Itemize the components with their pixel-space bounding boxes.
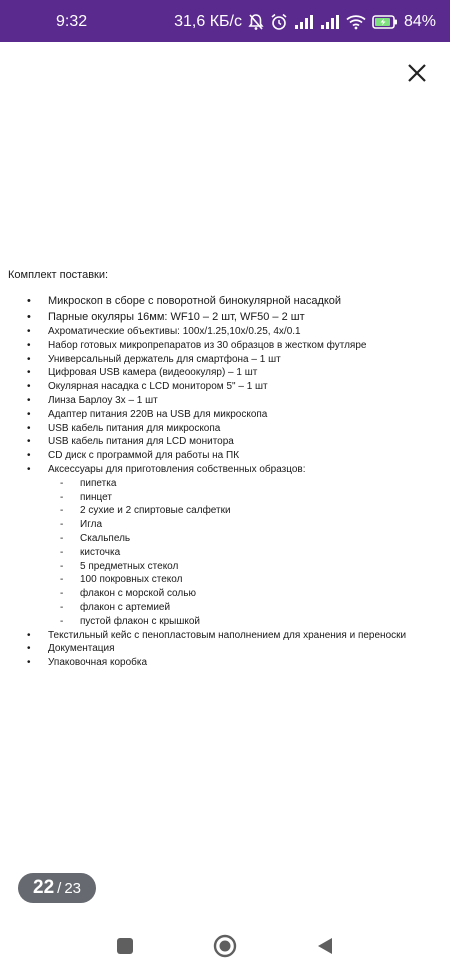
list-item-text: Цифровая USB камера (видеоокуляр) – 1 шт xyxy=(48,367,258,379)
sub-list-item-text: Игла xyxy=(80,519,103,531)
bullet: • xyxy=(27,295,31,307)
list-item xyxy=(8,449,446,463)
list-item xyxy=(8,463,446,477)
bullet: • xyxy=(27,353,31,365)
delivery-list-continued xyxy=(8,629,446,670)
list-item xyxy=(8,366,446,380)
list-item-text: Набор готовых микропрепаратов из 30 образцов в жестком футляре xyxy=(48,339,367,351)
sub-list-item-text: кисточка xyxy=(80,546,121,558)
sub-list-item xyxy=(8,477,446,491)
sub-list-item xyxy=(8,518,446,532)
bullet: • xyxy=(27,436,31,448)
bullet: • xyxy=(27,326,31,337)
list-item xyxy=(8,380,446,394)
delivery-list xyxy=(8,294,446,477)
list-item xyxy=(8,339,446,353)
dash: - xyxy=(60,546,64,558)
bullet: • xyxy=(27,657,31,669)
signal-icon xyxy=(320,14,340,30)
list-item-text: Адаптер питания 220В на USB для микроскопа xyxy=(48,408,268,420)
sub-list-item-text: пустой флакон с крышкой xyxy=(80,615,201,627)
bell-off-icon xyxy=(248,13,264,31)
page-indicator xyxy=(18,873,96,903)
list-item-text: Текстильный кейс с пенопластовым наполнением для хранения и переноски xyxy=(48,629,407,641)
list-item-text: Универсальный держатель для смартфона – 1 шт xyxy=(48,353,281,365)
battery-charging-icon xyxy=(372,14,398,30)
sub-list-item-text: пинцет xyxy=(80,491,112,503)
alarm-icon xyxy=(270,13,288,31)
list-item-text: USB кабель питания для LCD монитора xyxy=(48,436,234,448)
navigation-bar xyxy=(0,920,450,975)
list-item-text: Ахроматические объективы: 100x/1.25,10x/0.25, 4x/0.1 xyxy=(48,326,301,337)
bullet: • xyxy=(27,629,31,641)
status-time: 9:32 xyxy=(56,13,88,30)
sub-list-item-text: Скальпель xyxy=(80,532,131,544)
dash: - xyxy=(60,574,64,586)
close-button[interactable] xyxy=(402,58,432,88)
list-item-text: Парные окуляры 16мм: WF10 – 2 шт, WF50 – 2 шт xyxy=(48,310,305,323)
dash: - xyxy=(60,505,64,517)
sub-list-item xyxy=(8,546,446,560)
back-triangle-icon[interactable] xyxy=(316,936,334,956)
sub-list-item xyxy=(8,560,446,574)
list-item xyxy=(8,325,446,339)
bullet: • xyxy=(27,381,31,393)
bullet: • xyxy=(27,394,31,406)
wifi-icon xyxy=(346,14,366,30)
dash: - xyxy=(60,532,64,544)
document-page xyxy=(8,268,446,670)
bullet: • xyxy=(27,463,31,475)
list-item xyxy=(8,408,446,422)
sub-list-item xyxy=(8,532,446,546)
bullet: • xyxy=(27,422,31,434)
list-item xyxy=(8,656,446,670)
home-circle-icon[interactable] xyxy=(213,934,237,958)
home-button[interactable] xyxy=(212,933,238,959)
list-item-text: Документация xyxy=(48,643,115,655)
bullet: • xyxy=(27,408,31,420)
sub-list-item xyxy=(8,587,446,601)
list-item-text: USB кабель питания для микроскопа xyxy=(48,422,221,434)
sub-list-item xyxy=(8,601,446,615)
sub-list-item-text: флакон с артемией xyxy=(80,601,171,613)
list-item-text: Микроскоп в сборе с поворотной бинокулярной насадкой xyxy=(48,295,342,307)
list-item xyxy=(8,353,446,367)
sub-list-item xyxy=(8,573,446,587)
sub-list-item xyxy=(8,491,446,505)
recents-square-icon[interactable] xyxy=(116,937,134,955)
list-item-text: Аксессуары для приготовления собственных образцов: xyxy=(48,463,306,475)
list-item xyxy=(8,394,446,408)
status-right xyxy=(174,12,436,32)
dash: - xyxy=(60,477,64,489)
list-item xyxy=(8,422,446,436)
dash: - xyxy=(60,588,64,600)
dash: - xyxy=(60,601,64,613)
accessories-list xyxy=(8,477,446,629)
close-icon[interactable] xyxy=(407,63,427,83)
sub-list-item-text: 5 предметных стекол xyxy=(80,560,179,572)
signal-icon xyxy=(294,14,314,30)
list-item xyxy=(8,294,446,310)
dash: - xyxy=(60,560,64,572)
sub-list-item xyxy=(8,615,446,629)
recents-button[interactable] xyxy=(112,933,138,959)
sub-list-item-text: пипетка xyxy=(80,477,117,489)
list-item-text: CD диск с программой для работы на ПК xyxy=(48,450,240,462)
list-item xyxy=(8,642,446,656)
sub-list-item-text: 2 сухие и 2 спиртовые салфетки xyxy=(80,505,231,517)
bullet: • xyxy=(27,339,31,351)
dash: - xyxy=(60,491,64,503)
bullet: • xyxy=(27,643,31,655)
dash: - xyxy=(60,519,64,531)
list-item xyxy=(8,310,446,326)
status-bar xyxy=(0,0,450,42)
total-pages: 23 xyxy=(64,879,81,897)
battery-percent: 84% xyxy=(403,13,436,30)
list-item-text: Окулярная насадка с LCD монитором 5" – 1 шт xyxy=(48,381,268,393)
sub-list-item-text: 100 покровных стекол xyxy=(80,574,183,586)
bullet: • xyxy=(27,450,31,462)
sub-list-item-text: флакон с морской солью xyxy=(80,588,196,600)
current-page: 22 xyxy=(33,877,55,898)
list-item xyxy=(8,435,446,449)
bullet: • xyxy=(27,367,31,379)
sub-list-item xyxy=(8,504,446,518)
page-separator: / xyxy=(57,879,62,897)
list-item xyxy=(8,629,446,643)
network-speed: 31,6 КБ/с xyxy=(174,13,242,30)
back-button[interactable] xyxy=(312,933,338,959)
list-item-text: Линза Барлоу 3х – 1 шт xyxy=(48,394,158,406)
bullet: • xyxy=(27,310,31,323)
dash: - xyxy=(60,615,64,627)
list-item-text: Упаковочная коробка xyxy=(48,657,148,669)
document-heading: Комплект поставки: xyxy=(8,269,109,281)
